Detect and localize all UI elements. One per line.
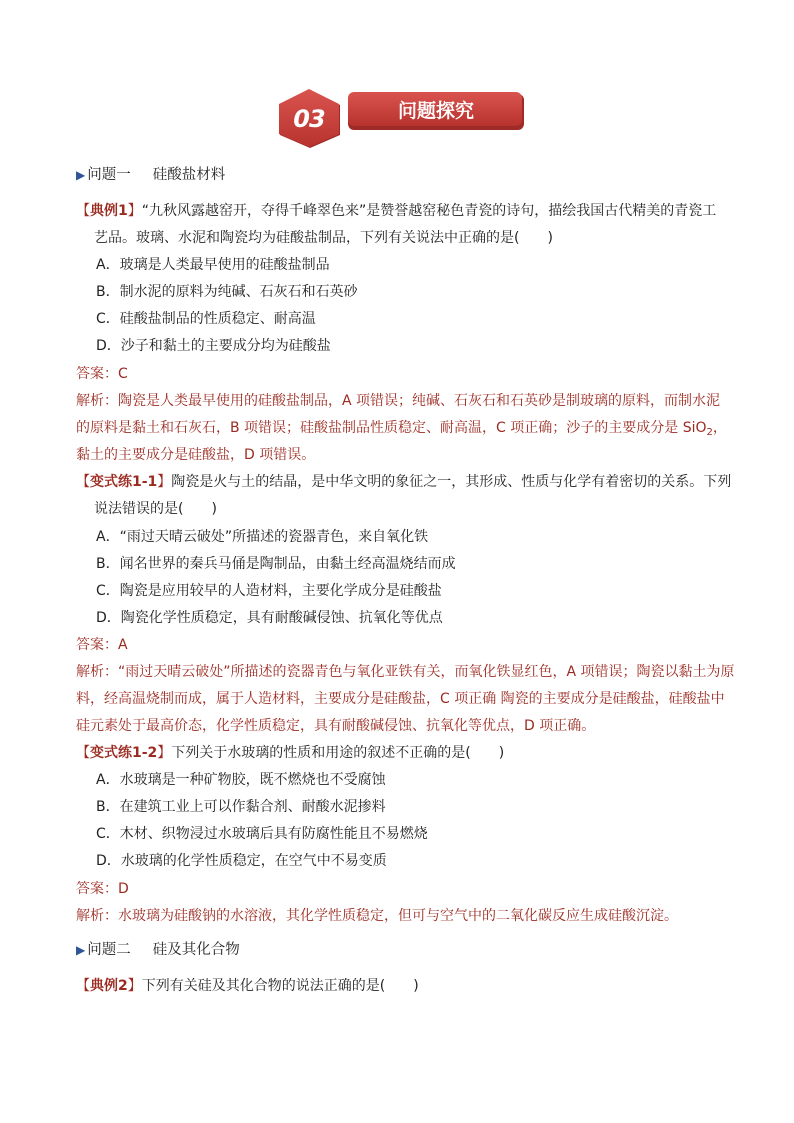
option: B．在建筑工业上可以作黏合剂、耐酸水泥掺料 <box>96 799 386 815</box>
answer: 答案：C <box>76 366 128 382</box>
section-title: 硅酸盐材料 <box>152 167 226 183</box>
option: C．木材、织物浸过水玻璃后具有防腐性能且不易燃烧 <box>96 826 428 842</box>
analysis-line: 解析：陶瓷是人类最早使用的硅酸盐制品，A 项错误；纯碱、石灰石和石英砂是制玻璃的原料，而制水泥 <box>76 393 721 409</box>
variant-1-2-question: 【变式练1-2】下列关于水玻璃的性质和用途的叙述不正确的是( ) <box>76 745 505 761</box>
option: A．水玻璃是一种矿物胶，既不燃烧也不受腐蚀 <box>96 772 386 788</box>
analysis-line: 的原料是黏土和石灰石，B 项错误；硅酸盐制品性质稳定、耐高温，C 项正确；沙子的主要成分是 SiO$_2$， <box>76 420 727 438</box>
example-1-question: 【典例1】“九秋风露越窑开，夺得千峰翠色来”是赞誉越窑秘色青瓷的诗句，描绘我国古代精美的青瓷工 <box>76 203 717 219</box>
section-title: 硅及其化合物 <box>152 942 240 958</box>
option: D．水玻璃的化学性质稳定，在空气中不易变质 <box>96 853 387 869</box>
option: A．“雨过天晴云破处”所描述的瓷器青色，来自氧化铁 <box>96 529 429 545</box>
variant-tag: 变式练1-1 <box>90 474 158 490</box>
option: A．玻璃是人类最早使用的硅酸盐制品 <box>96 257 330 273</box>
option: D．沙子和黏土的主要成分均为硅酸盐 <box>96 338 331 354</box>
analysis-line: 解析：水玻璃为硅酸钠的水溶液，其化学性质稳定，但可与空气中的二氧化碳反应生成硅酸沉淀。 <box>76 908 678 924</box>
example-2-question: 【典例2】下列有关硅及其化合物的说法正确的是( ) <box>76 978 419 994</box>
triangle-arrow-icon: ▶ <box>76 168 86 182</box>
option: B．制水泥的原料为纯碱、石灰石和石英砂 <box>96 284 358 300</box>
example-tag: 典例2 <box>90 978 128 994</box>
analysis-line: 解析：“雨过天晴云破处”所描述的瓷器青色与氧化亚铁有关，而氧化铁显红色，A 项错误；陶瓷以黏土为原 <box>76 664 735 680</box>
section-label: 问题二 <box>87 942 131 958</box>
triangle-arrow-icon: ▶ <box>76 943 86 957</box>
badge-number: 03 <box>293 105 325 133</box>
variant-1-1-question-cont: 说法错误的是( ) <box>94 501 217 517</box>
section-badge <box>276 88 526 150</box>
section-heading-1 <box>76 165 736 185</box>
option: C．硅酸盐制品的性质稳定、耐高温 <box>96 311 316 327</box>
badge-title: 问题探究 <box>397 100 474 122</box>
option: B．闻名世界的秦兵马俑是陶制品，由黏土经高温烧结而成 <box>96 556 456 572</box>
variant-1-1-question: 【变式练1-1】陶瓷是火与土的结晶，是中华文明的象征之一，其形成、性质与化学有着密切的关系。下列 <box>76 474 732 490</box>
option: C．陶瓷是应用较早的人造材料，主要化学成分是硅酸盐 <box>96 583 442 599</box>
analysis-line: 硅元素处于最高价态，化学性质稳定，具有耐酸碱侵蚀、抗氧化等优点，D 项正确。 <box>76 718 596 734</box>
section-heading-2 <box>76 940 736 960</box>
analysis-line: 料，经高温烧制而成，属于人造材料，主要成分是硅酸盐，C 项正确 陶瓷的主要成分是硅酸盐，硅酸盐中 <box>76 691 725 707</box>
answer: 答案：D <box>76 881 129 897</box>
example-tag: 典例1 <box>90 203 128 219</box>
variant-tag: 变式练1-2 <box>90 745 158 761</box>
answer: 答案：A <box>76 637 128 653</box>
example-1-question-cont: 艺品。玻璃、水泥和陶瓷均为硅酸盐制品，下列有关说法中正确的是( ) <box>94 230 553 246</box>
option: D．陶瓷化学性质稳定，具有耐酸碱侵蚀、抗氧化等优点 <box>96 610 443 626</box>
section-label: 问题一 <box>87 167 131 183</box>
analysis-line: 黏土的主要成分是硅酸盐，D 项错误。 <box>76 447 316 463</box>
